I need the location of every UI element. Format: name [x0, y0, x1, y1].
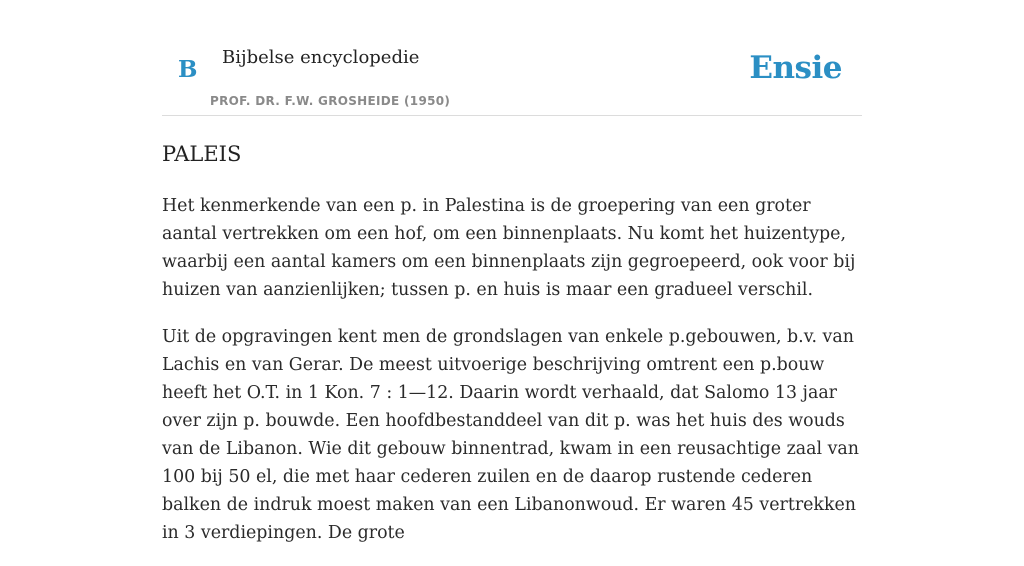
ensie-logo-link[interactable]: Ensie	[749, 50, 842, 86]
book-title-link[interactable]: Bijbelse encyclopedie	[222, 47, 420, 68]
book-author: PROF. DR. F.W. GROSHEIDE (1950)	[210, 94, 451, 108]
paragraph: Het kenmerkende van een p. in Palestina is de groepering van een groter aantal vertrekken om een hof, om een binnenplaats. Nu komt het huizentype, waarbij een aantal kamers om een binnenplaats zijn gegroepeerd, ook voor bij huizen van aanzienlijken; tussen p. en huis is maar een gradueel verschil.	[162, 196, 856, 300]
book-header	[162, 0, 862, 116]
entry-title: PALEIS	[162, 142, 242, 166]
paragraph: Uit de opgravingen kent men de grondslagen van enkele p.gebouwen, b.v. van Lachis en van Gerar. De meest uitvoerige beschrijving omtrent een p.bouw heeft het O.T. in 1 Kon. 7 : 1—12. Daarin wordt verhaald, dat Salomo 13 jaar over zijn p. bouwde. Een hoofdbestanddeel van dit p. was het huis des wouds van de Libanon. Wie dit gebouw binnentrad, kwam in een reusachtige zaal van 100 bij 50 el, die met haar cederen zuilen en de daarop rustende cederen balken de indruk moest maken van een Libanonwoud. Er waren 45 vertrekken in 3 verdiepingen. De grote	[162, 327, 859, 543]
content-column	[162, 0, 862, 543]
book-initial-link[interactable]: B	[178, 56, 198, 83]
entry-body	[162, 192, 862, 566]
